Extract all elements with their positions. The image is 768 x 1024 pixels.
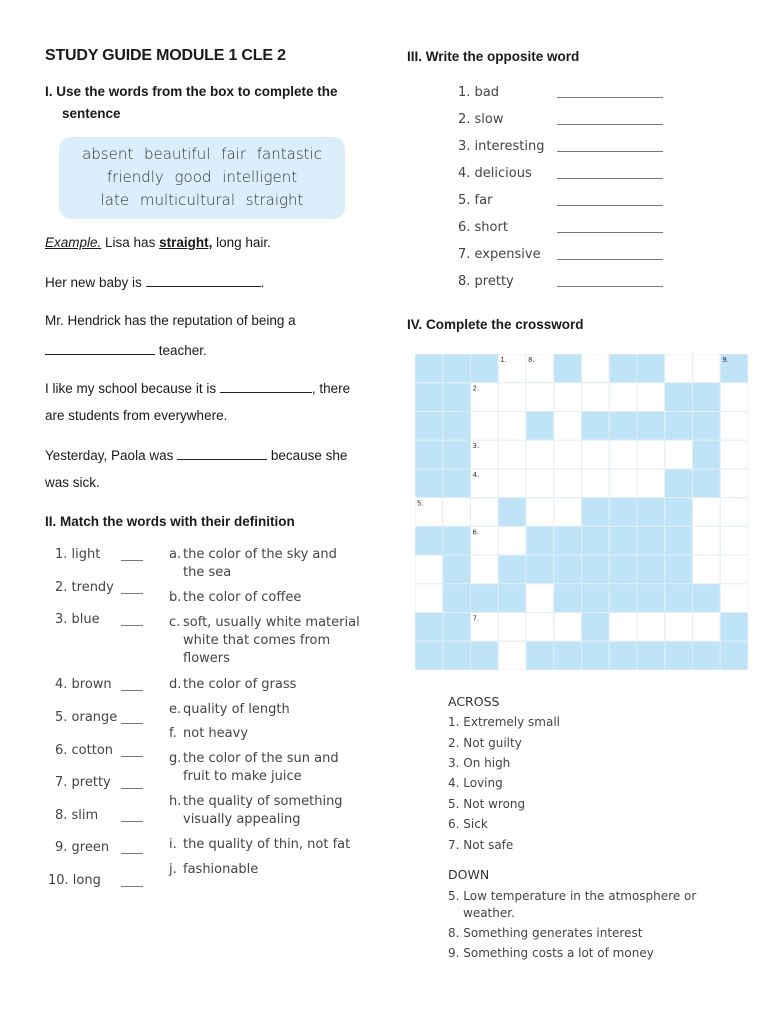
sentence-1-post: . xyxy=(260,275,265,290)
crossword-block-cell xyxy=(443,641,471,670)
sentence-2: Mr. Hendrick has the reputation of being a xyxy=(45,313,296,328)
opposite-answer-line[interactable] xyxy=(557,286,663,287)
crossword-block-cell xyxy=(582,555,610,584)
crossword-answer-cell[interactable] xyxy=(720,584,748,613)
definition: the color of the sun and xyxy=(183,751,339,766)
crossword-block-cell xyxy=(609,526,637,555)
crossword-block-cell xyxy=(443,469,471,498)
crossword-block-cell xyxy=(693,440,721,469)
section3-heading: III. Write the opposite word xyxy=(407,49,580,64)
crossword-number: 3. xyxy=(472,442,480,451)
crossword-answer-cell[interactable] xyxy=(471,411,499,440)
crossword-block-cell xyxy=(415,613,443,642)
match-word: 7. pretty xyxy=(55,775,111,790)
crossword-answer-cell[interactable] xyxy=(526,584,554,613)
opposite-item: 6. short xyxy=(458,220,508,235)
crossword-answer-cell[interactable] xyxy=(720,498,748,527)
crossword-block-cell xyxy=(665,498,693,527)
crossword-answer-cell[interactable] xyxy=(415,555,443,584)
crossword-number: 2. xyxy=(472,384,480,393)
crossword-block-cell xyxy=(415,354,443,383)
crossword-answer-cell[interactable] xyxy=(609,440,637,469)
crossword-number: 6. xyxy=(472,528,480,537)
definition-letter: g. xyxy=(169,751,182,766)
crossword-answer-cell[interactable] xyxy=(637,383,665,412)
crossword-block-cell xyxy=(609,584,637,613)
crossword-block-cell xyxy=(693,411,721,440)
crossword-block-cell xyxy=(443,383,471,412)
definition-letter: j. xyxy=(169,862,177,877)
definition-letter: c. xyxy=(169,615,181,630)
crossword-block-cell xyxy=(554,526,582,555)
sentence-2-cont xyxy=(45,342,207,358)
definition-cont: the sea xyxy=(183,565,232,580)
sentence-3-cont: are students from everywhere. xyxy=(45,408,228,423)
definition-cont: visually appealing xyxy=(183,812,301,827)
section4-heading: IV. Complete the crossword xyxy=(407,317,584,332)
definition-letter: i. xyxy=(169,837,177,852)
definition: the quality of something xyxy=(183,794,343,809)
crossword-answer-cell[interactable] xyxy=(582,440,610,469)
crossword-answer-cell[interactable] xyxy=(526,613,554,642)
definition-cont: fruit to make juice xyxy=(183,769,302,784)
crossword-block-cell xyxy=(526,526,554,555)
crossword-answer-cell[interactable] xyxy=(693,526,721,555)
crossword-answer-cell[interactable] xyxy=(720,555,748,584)
crossword-block-cell xyxy=(554,354,582,383)
crossword-answer-cell[interactable] xyxy=(554,498,582,527)
crossword-block-cell xyxy=(526,555,554,584)
down-heading: DOWN xyxy=(448,867,490,882)
crossword-answer-cell[interactable] xyxy=(471,555,499,584)
definition-letter: d. xyxy=(169,677,182,692)
word-row-1: absent beautiful fair fantastic xyxy=(82,145,322,163)
crossword-block-cell xyxy=(443,440,471,469)
crossword-answer-cell[interactable] xyxy=(554,469,582,498)
crossword-block-cell xyxy=(720,613,748,642)
crossword-block-cell xyxy=(693,383,721,412)
opposite-item: 8. pretty xyxy=(458,274,514,289)
crossword-answer-cell[interactable] xyxy=(637,440,665,469)
crossword-block-cell xyxy=(665,641,693,670)
crossword-answer-cell[interactable] xyxy=(665,354,693,383)
opposite-answer-line[interactable] xyxy=(557,259,663,260)
crossword-answer-cell[interactable] xyxy=(665,613,693,642)
across-clue: 1. Extremely small xyxy=(448,715,560,729)
crossword-block-cell xyxy=(471,584,499,613)
crossword-answer-cell[interactable] xyxy=(582,469,610,498)
crossword-answer-cell[interactable] xyxy=(693,555,721,584)
match-word: 4. brown xyxy=(55,677,112,692)
crossword-answer-cell[interactable] xyxy=(415,584,443,613)
crossword-block-cell xyxy=(582,584,610,613)
crossword-block-cell xyxy=(554,641,582,670)
crossword-block-cell xyxy=(415,641,443,670)
crossword-block-cell xyxy=(609,555,637,584)
definition: quality of length xyxy=(183,702,290,717)
definition: the color of the sky and xyxy=(183,547,337,562)
opposite-item: 4. delicious xyxy=(458,166,532,181)
crossword-block-cell xyxy=(415,383,443,412)
definition: fashionable xyxy=(183,862,259,877)
crossword-block-cell xyxy=(665,555,693,584)
opposite-item: 7. expensive xyxy=(458,247,541,262)
crossword-number: 9. xyxy=(722,356,729,364)
crossword-block-cell xyxy=(582,526,610,555)
crossword-block-cell xyxy=(637,498,665,527)
crossword-block-cell xyxy=(498,584,526,613)
across-clue: 7. Not safe xyxy=(448,838,514,852)
crossword-answer-cell[interactable] xyxy=(498,383,526,412)
crossword-block-cell xyxy=(443,613,471,642)
crossword-answer-cell[interactable] xyxy=(526,440,554,469)
crossword-block-cell xyxy=(693,469,721,498)
word-box xyxy=(59,137,345,219)
crossword-block-cell xyxy=(693,584,721,613)
crossword-answer-cell[interactable] xyxy=(693,354,721,383)
across-clue: 4. Loving xyxy=(448,776,503,790)
match-blank[interactable] xyxy=(121,821,143,822)
crossword-block-cell xyxy=(526,641,554,670)
crossword-number: 1. xyxy=(500,356,507,364)
section1-heading: I. Use the words from the box to complete the xyxy=(45,84,338,99)
answer-blank[interactable] xyxy=(45,342,155,355)
crossword-answer-cell[interactable] xyxy=(554,383,582,412)
example-answer: straight, xyxy=(159,235,213,250)
crossword-block-cell xyxy=(471,641,499,670)
match-word: 9. green xyxy=(55,840,110,855)
crossword-answer-cell[interactable] xyxy=(498,526,526,555)
definition: soft, usually white material xyxy=(183,615,360,630)
crossword-block-cell xyxy=(693,641,721,670)
definition-letter: h. xyxy=(169,794,182,809)
crossword-number: 8. xyxy=(528,356,535,364)
down-clue: 9. Something costs a lot of money xyxy=(448,946,654,960)
crossword-answer-cell[interactable] xyxy=(554,613,582,642)
sentence-3-pre: I like my school because it is xyxy=(45,381,217,396)
crossword-block-cell xyxy=(609,354,637,383)
crossword-block-cell xyxy=(637,526,665,555)
match-word: 5. orange xyxy=(55,710,118,725)
crossword-block-cell xyxy=(498,498,526,527)
crossword-block-cell xyxy=(609,498,637,527)
crossword-block-cell xyxy=(415,469,443,498)
crossword-answer-cell[interactable] xyxy=(526,383,554,412)
crossword-block-cell xyxy=(443,584,471,613)
sentence-1 xyxy=(45,274,264,290)
crossword-block-cell xyxy=(443,555,471,584)
sentence-3 xyxy=(45,380,350,396)
match-blank[interactable] xyxy=(121,560,143,561)
match-blank[interactable] xyxy=(121,886,143,887)
crossword-answer-cell[interactable] xyxy=(609,469,637,498)
crossword-answer-cell[interactable] xyxy=(637,613,665,642)
definition-cont: white that comes from xyxy=(183,633,331,648)
match-blank[interactable] xyxy=(121,756,143,757)
crossword-answer-cell[interactable] xyxy=(720,383,748,412)
crossword-answer-cell[interactable] xyxy=(720,469,748,498)
crossword-answer-cell[interactable] xyxy=(720,526,748,555)
crossword-block-cell xyxy=(665,411,693,440)
down-clue: 8. Something generates interest xyxy=(448,926,643,940)
crossword-block-cell xyxy=(720,641,748,670)
crossword-answer-cell[interactable] xyxy=(637,469,665,498)
example-pre: Lisa has xyxy=(101,235,160,250)
opposite-answer-line[interactable] xyxy=(557,178,663,179)
crossword-answer-cell[interactable] xyxy=(693,498,721,527)
answer-blank[interactable] xyxy=(220,380,312,393)
crossword-block-cell xyxy=(665,383,693,412)
crossword-block-cell xyxy=(637,555,665,584)
match-blank[interactable] xyxy=(121,593,143,594)
crossword-block-cell xyxy=(443,354,471,383)
crossword-answer-cell[interactable] xyxy=(665,440,693,469)
sentence-4 xyxy=(45,447,347,463)
opposite-answer-line[interactable] xyxy=(557,205,663,206)
definition-letter: f. xyxy=(169,726,177,741)
crossword-block-cell xyxy=(637,411,665,440)
crossword-answer-cell[interactable] xyxy=(554,411,582,440)
match-blank[interactable] xyxy=(121,853,143,854)
across-clue: 6. Sick xyxy=(448,817,488,831)
crossword-block-cell xyxy=(554,584,582,613)
crossword-answer-cell[interactable] xyxy=(693,613,721,642)
crossword-block-cell xyxy=(665,526,693,555)
answer-blank[interactable] xyxy=(146,274,261,287)
opposite-answer-line[interactable] xyxy=(557,232,663,233)
crossword-answer-cell[interactable] xyxy=(554,440,582,469)
sentence-4-pre: Yesterday, Paola was xyxy=(45,448,174,463)
definition-letter: e. xyxy=(169,702,182,717)
section1-heading-cont: sentence xyxy=(62,106,121,121)
example-sentence xyxy=(45,235,271,250)
crossword-block-cell xyxy=(526,411,554,440)
crossword-svg xyxy=(415,354,748,670)
match-blank[interactable] xyxy=(121,723,143,724)
crossword-block-cell xyxy=(582,411,610,440)
opposite-answer-line[interactable] xyxy=(557,124,663,125)
match-word: 10. long xyxy=(48,873,101,888)
across-clue: 2. Not guilty xyxy=(448,736,522,750)
match-word: 8. slim xyxy=(55,808,99,823)
sentence-3-post: , there xyxy=(311,381,351,396)
definition: the quality of thin, not fat xyxy=(183,837,351,852)
down-clue-cont: weather. xyxy=(463,906,515,920)
definition: not heavy xyxy=(183,726,249,741)
crossword-answer-cell[interactable] xyxy=(498,613,526,642)
definition: the color of coffee xyxy=(183,590,302,605)
crossword-block-cell xyxy=(415,440,443,469)
example-post: long hair. xyxy=(212,235,271,250)
section2-heading: II. Match the words with their definition xyxy=(45,514,295,529)
crossword-grid xyxy=(415,354,748,670)
crossword-block-cell xyxy=(637,641,665,670)
crossword-answer-cell[interactable] xyxy=(443,498,471,527)
definition: the color of grass xyxy=(183,677,297,692)
match-blank[interactable] xyxy=(121,788,143,789)
crossword-block-cell xyxy=(582,498,610,527)
opposite-item: 3. interesting xyxy=(458,139,545,154)
definition-letter: b. xyxy=(169,590,182,605)
word-row-3: late multicultural straight xyxy=(100,191,304,209)
opposite-answer-line[interactable] xyxy=(557,151,663,152)
definition-letter: a. xyxy=(169,547,182,562)
crossword-answer-cell[interactable] xyxy=(720,440,748,469)
crossword-answer-cell[interactable] xyxy=(526,498,554,527)
crossword-answer-cell[interactable] xyxy=(582,383,610,412)
crossword-block-cell xyxy=(665,469,693,498)
match-word: 3. blue xyxy=(55,612,100,627)
crossword-block-cell xyxy=(637,354,665,383)
crossword-block-cell xyxy=(415,411,443,440)
sentence-2-post: teacher. xyxy=(155,343,207,358)
crossword-block-cell xyxy=(415,526,443,555)
crossword-block-cell xyxy=(443,526,471,555)
crossword-block-cell xyxy=(582,641,610,670)
crossword-block-cell xyxy=(609,641,637,670)
example-label: Example. xyxy=(45,235,102,250)
crossword-answer-cell[interactable] xyxy=(609,383,637,412)
page-title: STUDY GUIDE MODULE 1 CLE 2 xyxy=(45,47,286,64)
sentence-4-cont: was sick. xyxy=(45,475,100,490)
crossword-answer-cell[interactable] xyxy=(582,354,610,383)
match-blank[interactable] xyxy=(121,690,143,691)
crossword-block-cell xyxy=(554,555,582,584)
crossword-answer-cell[interactable] xyxy=(498,469,526,498)
opposite-item: 2. slow xyxy=(458,112,504,127)
crossword-block-cell xyxy=(471,354,499,383)
crossword-block-cell xyxy=(498,555,526,584)
crossword-answer-cell[interactable] xyxy=(609,613,637,642)
crossword-block-cell xyxy=(582,613,610,642)
crossword-answer-cell[interactable] xyxy=(471,498,499,527)
match-blank[interactable] xyxy=(121,625,143,626)
match-word: 6. cotton xyxy=(55,743,114,758)
crossword-block-cell xyxy=(443,411,471,440)
crossword-block-cell xyxy=(609,411,637,440)
crossword-number: 5. xyxy=(417,499,424,508)
sentence-4-post: because she xyxy=(270,448,348,463)
word-row-2: friendly good intelligent xyxy=(106,168,298,186)
definition-cont: flowers xyxy=(183,651,230,666)
crossword-answer-cell[interactable] xyxy=(498,411,526,440)
crossword-block-cell xyxy=(665,584,693,613)
crossword-answer-cell[interactable] xyxy=(498,641,526,670)
opposite-item: 5. far xyxy=(458,193,493,208)
opposite-item: 1. bad xyxy=(458,85,500,100)
crossword-number: 4. xyxy=(472,470,480,479)
down-clue: 5. Low temperature in the atmosphere or xyxy=(448,889,697,903)
answer-blank[interactable] xyxy=(177,447,267,460)
crossword-answer-cell[interactable] xyxy=(498,440,526,469)
match-word: 2. trendy xyxy=(55,580,114,595)
match-word: 1. light xyxy=(55,547,101,562)
opposite-answer-line[interactable] xyxy=(557,97,663,98)
across-heading: ACROSS xyxy=(448,694,500,709)
sentence-1-pre: Her new baby is xyxy=(45,275,142,290)
across-clue: 5. Not wrong xyxy=(448,797,526,811)
crossword-block-cell xyxy=(637,584,665,613)
across-clue: 3. On high xyxy=(448,756,511,770)
crossword-answer-cell[interactable] xyxy=(526,469,554,498)
crossword-number: 7. xyxy=(472,614,480,623)
crossword-answer-cell[interactable] xyxy=(720,411,748,440)
